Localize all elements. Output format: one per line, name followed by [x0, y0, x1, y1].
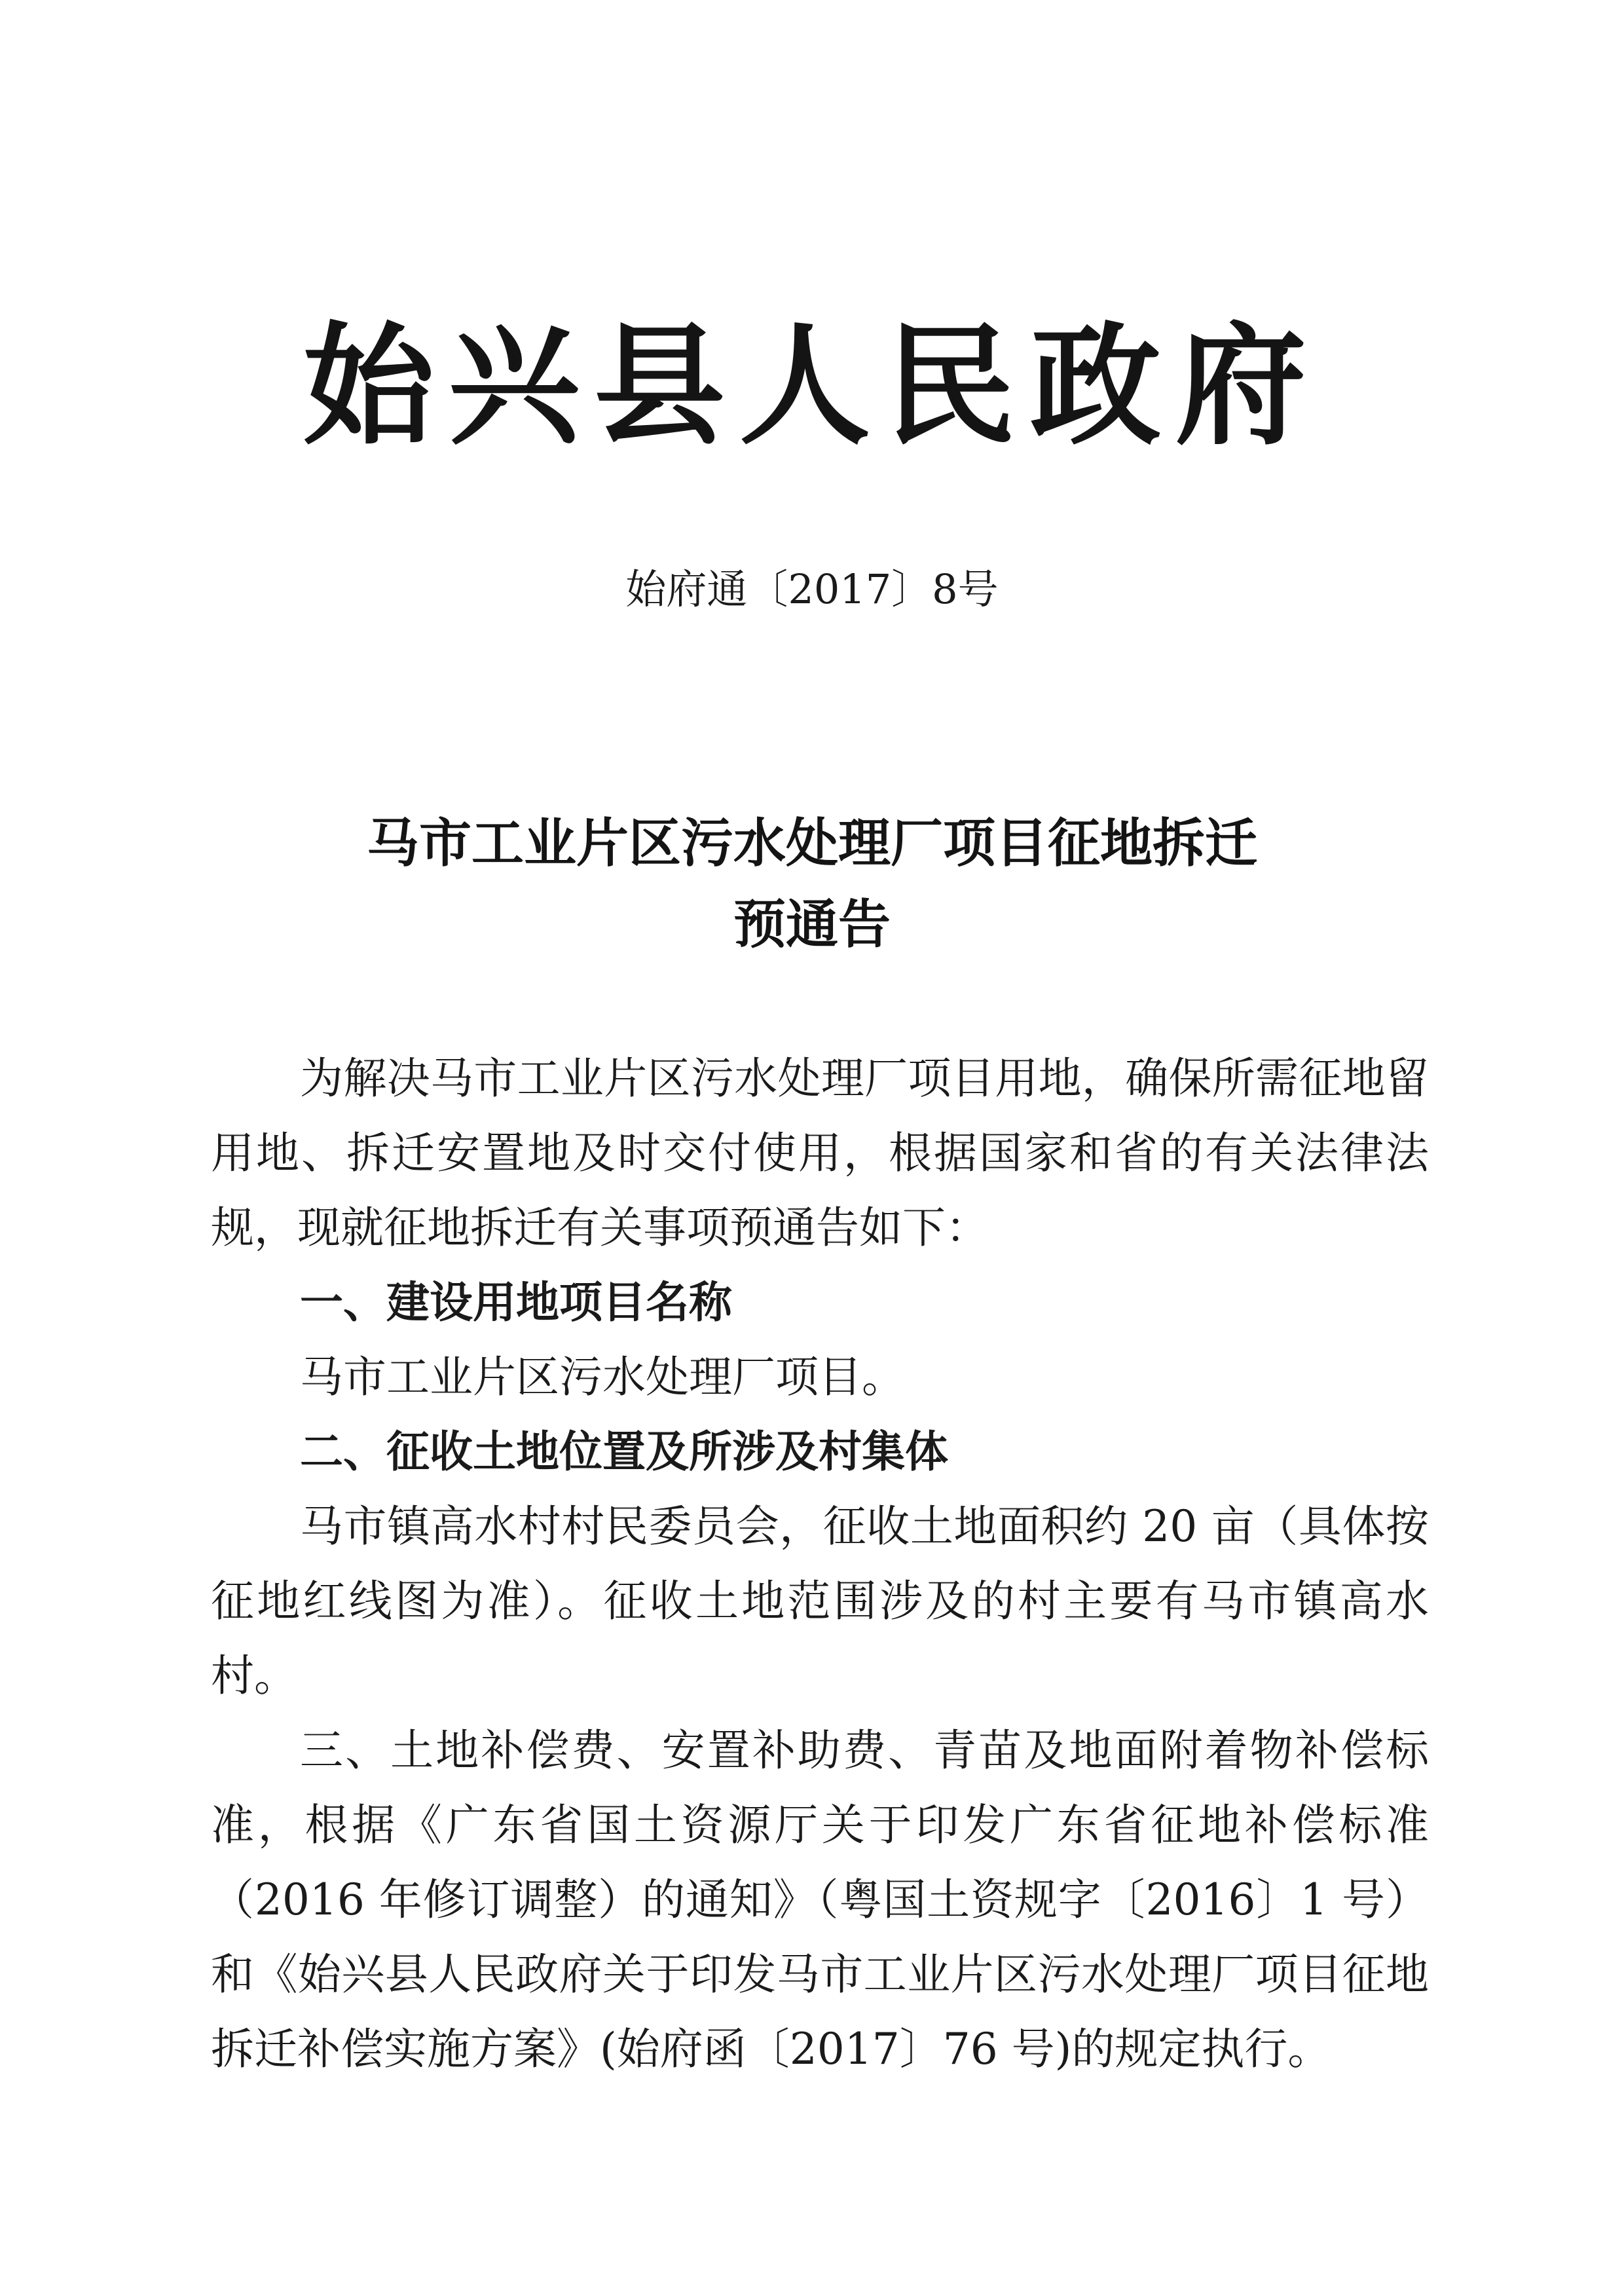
section-2-heading: 二、征收土地位置及所涉及村集体	[300, 1427, 948, 1477]
title-line-2: 预通告	[733, 893, 891, 955]
section-1-heading: 一、建设用地项目名称	[300, 1277, 732, 1328]
section-3-body: 三、土地补偿费、安置补助费、青苗及地面附着物补偿标准，根据《广东省国土资源厅关于印发广东省征地补偿标准（2016 年修订调整）的通知》（粤国土资规字〔2016〕1 号）和《始兴县人民政府关于印发马市工业片区污水处理厂项目征地拆迁补偿实施方案》(始府函〔2017〕76 号)的规定执行。	[211, 1725, 1429, 2074]
title-line-1: 马市工业片区污水处理厂项目征地拆迁	[367, 812, 1257, 874]
document-number: 始府通〔2017〕8号	[625, 565, 999, 613]
section-2-body: 马市镇高水村村民委员会，征收土地面积约 20 亩（具体按征地红线图为准）。征收土地范围涉及的村主要有马市镇高水村。	[211, 1501, 1429, 1701]
issuer-heading: 始兴县人民政府	[303, 309, 1321, 463]
intro-paragraph: 为解决马市工业片区污水处理厂项目用地，确保所需征地留用地、拆迁安置地及时交付使用，根据国家和省的有关法律法规，现就征地拆迁有关事项预通告如下：	[211, 1053, 1429, 1253]
document-body	[211, 1041, 1429, 2087]
document-title	[196, 802, 1428, 965]
section-1-body: 马市工业片区污水处理厂项目。	[300, 1352, 905, 1402]
